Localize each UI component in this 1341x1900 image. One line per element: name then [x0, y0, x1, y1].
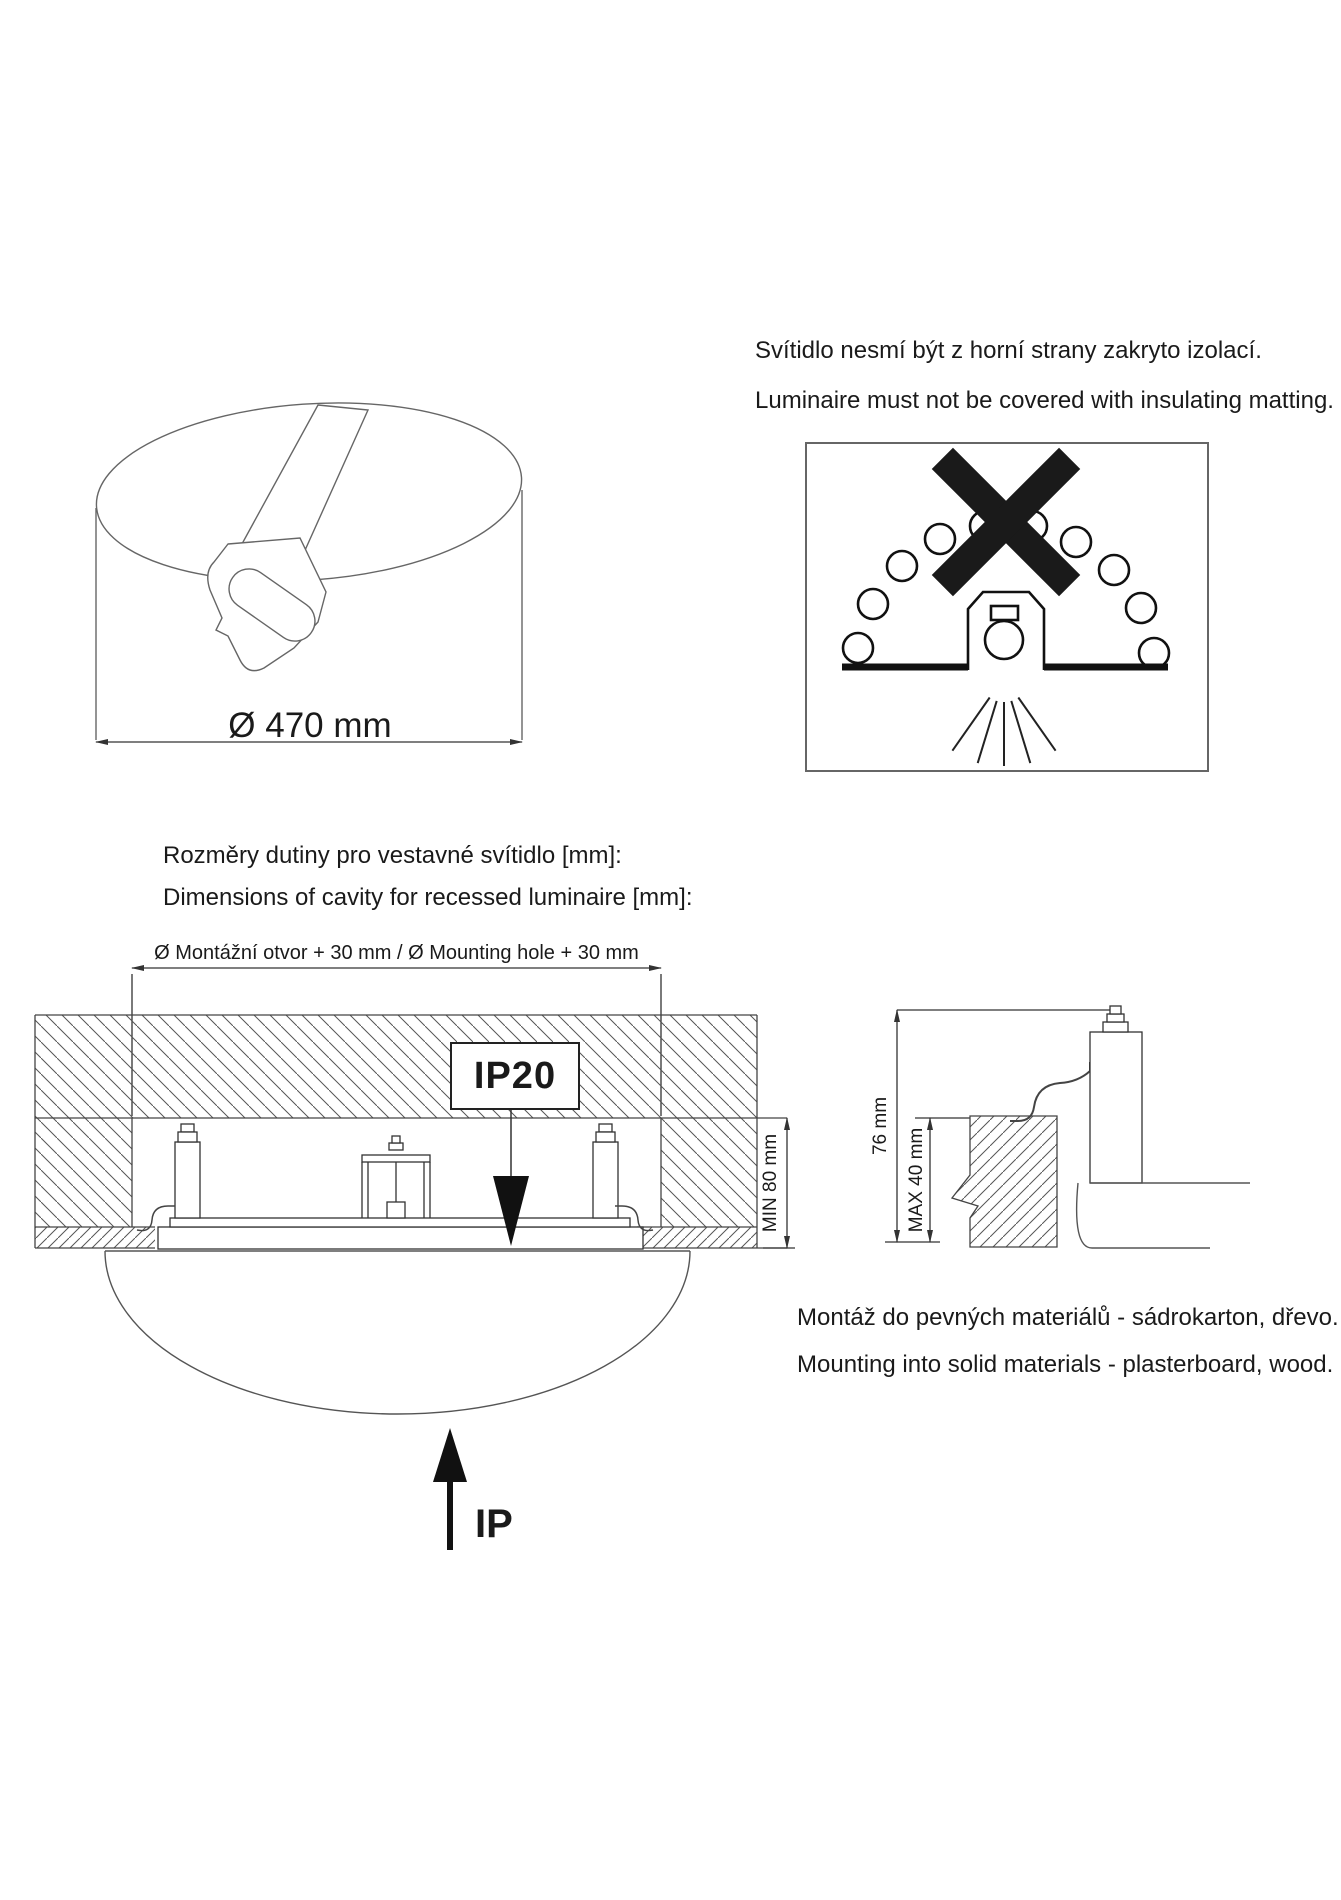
max-40-label: MAX 40 mm [906, 1127, 927, 1233]
cavity-heading-czech: Rozměry dutiny pro vestavné svítidlo [mm]: [163, 842, 622, 869]
luminaire-rim [1077, 1183, 1250, 1248]
no-insulation-pictogram [807, 444, 1203, 766]
no-insulation-pictogram-box [805, 442, 1209, 772]
luminaire-base-plate [158, 1218, 643, 1249]
mounting-hole-dimension-label: Ø Montážní otvor + 30 mm / Ø Mounting hole + 30 mm [154, 942, 639, 964]
center-fixing-bracket [362, 1136, 430, 1218]
min-depth-label: MIN 80 mm [760, 1133, 781, 1233]
mounting-text-czech: Montáž do pevných materiálů - sádrokarton, dřevo. [797, 1304, 1339, 1331]
ceiling-material-hatch [35, 1015, 787, 1248]
no-cross-icon [932, 448, 1080, 596]
spring-clip [1010, 1062, 1090, 1121]
ip20-rating-box: IP20 [450, 1042, 580, 1110]
warning-text-english: Luminaire must not be covered with insulating matting. [755, 387, 1334, 414]
recessed-mounting-cross-section [25, 930, 800, 1570]
luminaire-dome [105, 1251, 690, 1414]
ceiling-block [952, 1116, 1057, 1247]
mounting-text-english: Mounting into solid materials - plasterboard, wood. [797, 1351, 1334, 1378]
warning-text-czech: Svítidlo nesmí být z horní strany zakryto izolací. [755, 337, 1262, 364]
height-76-label: 76 mm [870, 1096, 891, 1156]
cavity-heading-english: Dimensions of cavity for recessed luminaire [mm]: [163, 884, 693, 911]
light-rays-icon [952, 698, 1055, 767]
ip-label: IP [475, 1502, 513, 1546]
hole-diameter-label: Ø 470 mm [228, 706, 392, 745]
clip-post [1090, 1006, 1142, 1183]
ip-up-arrow [433, 1428, 467, 1550]
recessed-lamp-icon [968, 592, 1044, 670]
